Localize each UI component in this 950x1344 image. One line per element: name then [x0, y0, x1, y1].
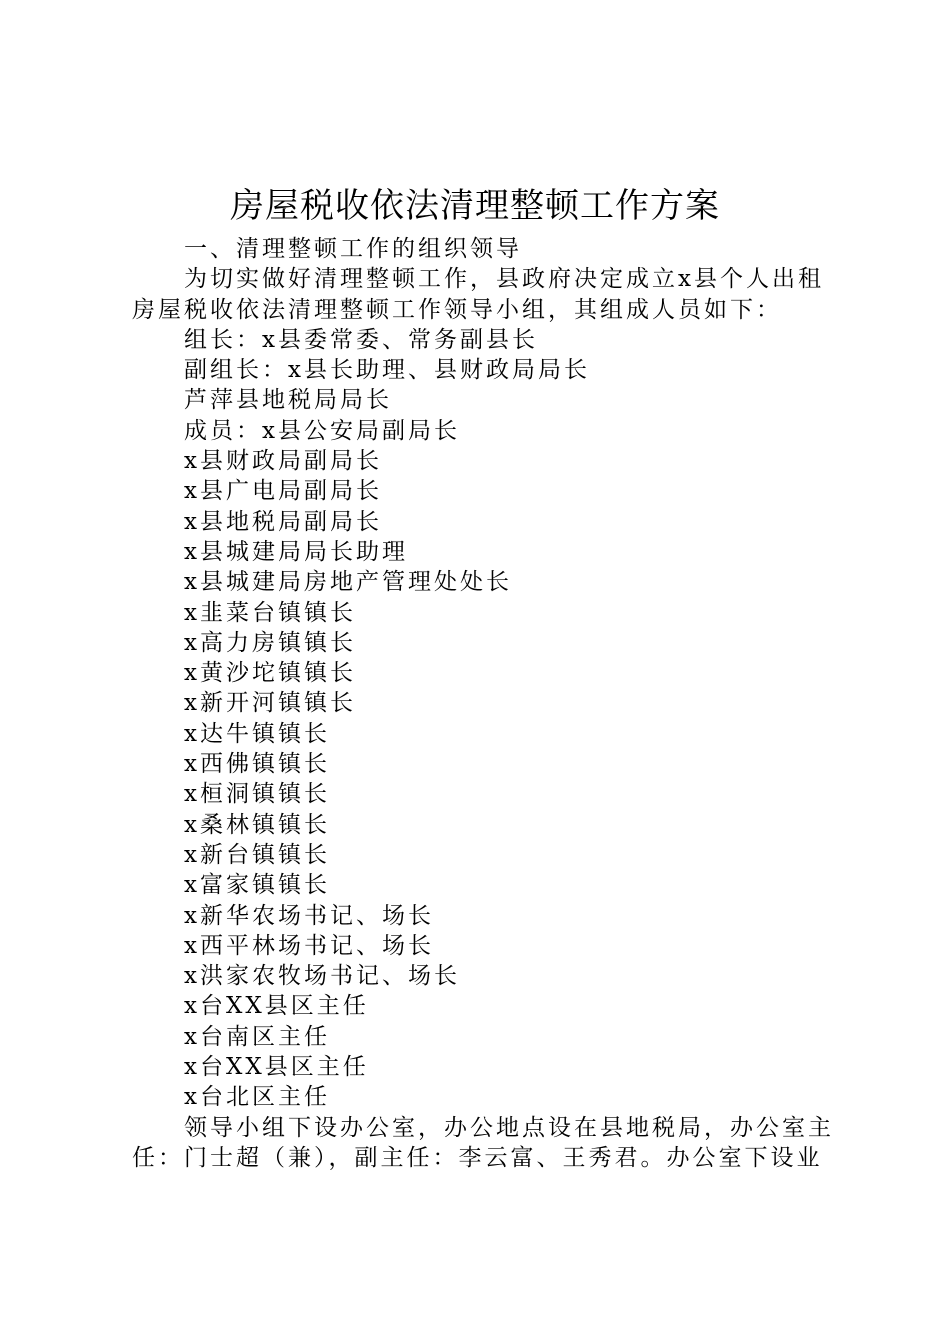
member-line: x新台镇镇长 — [184, 841, 330, 868]
member-line: x台南区主任 — [184, 1023, 330, 1050]
member-line: x桓洞镇镇长 — [184, 781, 330, 808]
member-line: x县财政局副局长 — [184, 448, 382, 475]
member-line: x县城建局局长助理 — [184, 538, 408, 565]
intro-paragraph-line-2: 房屋税收依法清理整顿工作领导小组，其组成人员如下： — [132, 296, 782, 323]
member-line: x台XX县区主任 — [184, 993, 369, 1020]
member-line: x县广电局副局长 — [184, 478, 382, 505]
member-line: x新华农场书记、场长 — [184, 902, 434, 929]
section-heading: 一、清理整顿工作的组织领导 — [184, 236, 522, 262]
document-body — [132, 234, 834, 1173]
document-title: 房屋税收依法清理整顿工作方案 — [230, 186, 720, 226]
office-paragraph-line-1: 领导小组下设办公室，办公地点设在县地税局，办公室主 — [184, 1114, 834, 1141]
member-line: x台XX县区主任 — [184, 1054, 369, 1081]
member-line: 芦萍县地税局局长 — [184, 387, 392, 414]
intro-paragraph-line-1: 为切实做好清理整顿工作，县政府决定成立x县个人出租 — [184, 266, 824, 293]
member-line: 副组长：x县长助理、县财政局局长 — [184, 357, 590, 384]
member-list — [132, 325, 822, 1113]
office-paragraph-line-2: 任：门士超（兼），副主任：李云富、王秀君。办公室下设业 — [132, 1144, 823, 1171]
member-line: x达牛镇镇长 — [184, 720, 330, 747]
member-line: x西平林场书记、场长 — [184, 932, 434, 959]
member-line: x桑林镇镇长 — [184, 811, 330, 838]
member-line: x县城建局房地产管理处处长 — [184, 569, 512, 596]
member-line: x西佛镇镇长 — [184, 751, 330, 778]
member-line: 成员：x县公安局副局长 — [184, 417, 460, 444]
member-line: x县地税局副局长 — [184, 508, 382, 535]
member-line: x台北区主任 — [184, 1084, 330, 1111]
member-line: 组长：x县委常委、常务副县长 — [184, 326, 538, 353]
member-line: x富家镇镇长 — [184, 872, 330, 899]
member-line: x韭菜台镇镇长 — [184, 599, 356, 626]
member-line: x黄沙坨镇镇长 — [184, 660, 356, 687]
member-line: x洪家农牧场书记、场长 — [184, 963, 460, 990]
member-line: x高力房镇镇长 — [184, 629, 356, 656]
member-line: x新开河镇镇长 — [184, 690, 356, 717]
